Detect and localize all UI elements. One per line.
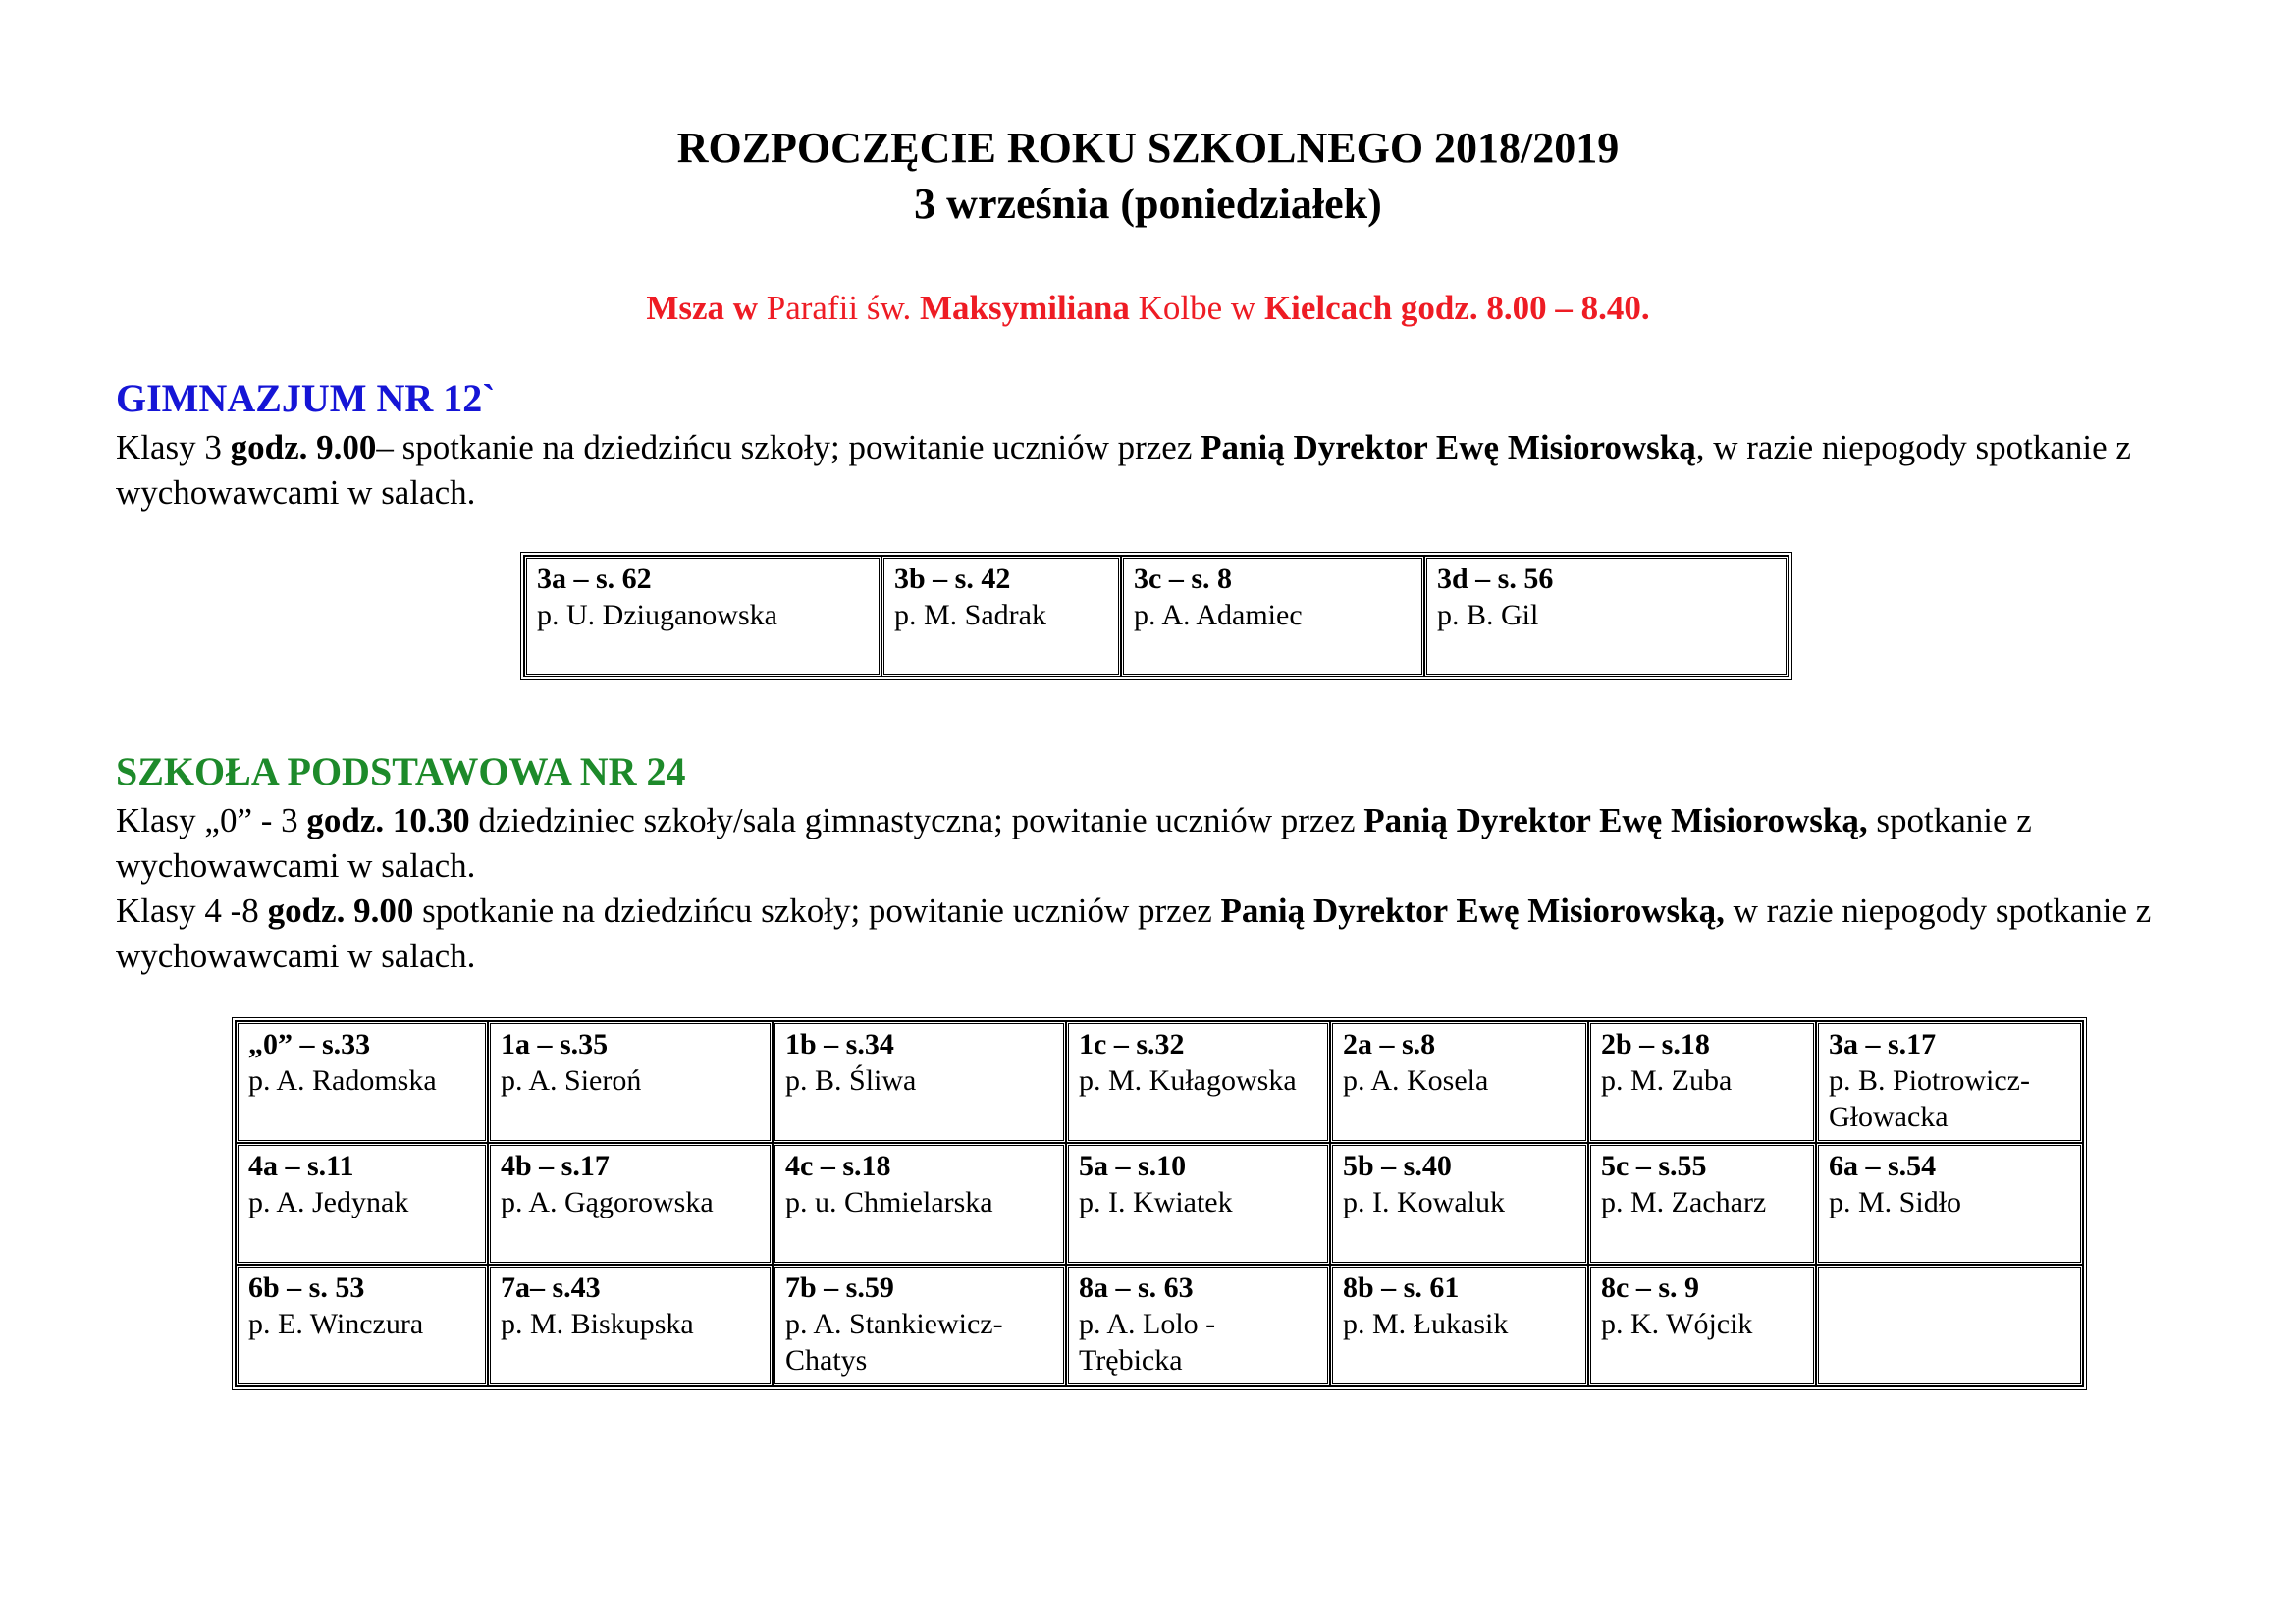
class-teacher: p. A. Lolo - Trębicka [1079, 1308, 1216, 1377]
class-teacher: p. A. Stankiewicz-Chatys [785, 1308, 1003, 1377]
class-cell [773, 1021, 1066, 1143]
class-room: 3c – s. 8 [1134, 563, 1232, 595]
class-cell [1816, 1021, 2083, 1143]
class-cell [1588, 1143, 1816, 1265]
class-teacher: p. I. Kwiatek [1079, 1186, 1233, 1218]
class-cell [1424, 556, 1789, 677]
class-teacher: p. M. Łukasik [1343, 1308, 1509, 1340]
class-room: 6b – s. 53 [248, 1272, 365, 1304]
sp1-text-5: spotkanie z wychowawcami w salach. [116, 801, 2032, 885]
class-room: 4b – s.17 [501, 1150, 610, 1182]
mass-text-1: Msza w [646, 289, 759, 327]
class-teacher: p. u. Chmielarska [785, 1186, 993, 1218]
table-row [524, 556, 1789, 677]
sp1-text-2: godz. 10.30 [306, 801, 470, 839]
table-row [236, 1143, 2083, 1265]
class-teacher: p. A. Adamiec [1134, 599, 1303, 631]
sp2-text-2: godz. 9.00 [267, 892, 414, 930]
class-room: 4c – s.18 [785, 1150, 891, 1182]
class-teacher: p. A. Jedynak [248, 1186, 409, 1218]
gim-text-4: Panią Dyrektor Ewę Misiorowską [1201, 428, 1696, 466]
class-teacher: p. B. Gil [1437, 599, 1539, 631]
gim-text-2: godz. 9.00 [230, 428, 377, 466]
class-teacher: p. M. Zacharz [1601, 1186, 1767, 1218]
mass-text-2: Parafii św. [758, 289, 920, 327]
gim-text-5: , w razie niepogody spotkanie z wychowawcami w salach. [116, 428, 2131, 512]
class-cell [524, 556, 881, 677]
class-room: 1b – s.34 [785, 1028, 894, 1060]
class-cell [236, 1021, 488, 1143]
class-teacher: p. M. Sidło [1829, 1186, 1962, 1218]
document-title: ROZPOCZĘCIE ROKU SZKOLNEGO 2018/2019 [676, 124, 1620, 172]
class-room: 1c – s.32 [1079, 1028, 1185, 1060]
szkola-description-2 [116, 889, 2226, 979]
class-teacher: p. A. Sieroń [501, 1064, 642, 1097]
gimnazjum-classes-table [520, 552, 1792, 680]
class-room: 3a – s.17 [1829, 1028, 1937, 1060]
class-room: 5a – s.10 [1079, 1150, 1187, 1182]
class-room: 3d – s. 56 [1437, 563, 1554, 595]
class-teacher: p. M. Sadrak [894, 599, 1046, 631]
class-room: 5c – s.55 [1601, 1150, 1707, 1182]
class-room: 2b – s.18 [1601, 1028, 1710, 1060]
class-room: 4a – s.11 [248, 1150, 354, 1182]
class-cell [488, 1021, 773, 1143]
sp2-text-4: Panią Dyrektor Ewę Misiorowską, [1220, 892, 1725, 930]
szkola-description-1 [116, 798, 2226, 889]
class-teacher: p. I. Kowaluk [1343, 1186, 1505, 1218]
class-cell [773, 1143, 1066, 1265]
class-cell [1588, 1021, 1816, 1143]
class-cell [1330, 1265, 1588, 1386]
class-room: „0” – s.33 [248, 1028, 371, 1060]
class-room: 8b – s. 61 [1343, 1272, 1460, 1304]
class-room: 3b – s. 42 [894, 563, 1011, 595]
document-date: 3 września (poniedziałek) [914, 180, 1382, 228]
mass-text-5: Kielcach godz. 8.00 – 8.40. [1263, 289, 1650, 327]
class-room: 6a – s.54 [1829, 1150, 1937, 1182]
gim-text-1: Klasy 3 [116, 428, 231, 466]
empty-cell [1816, 1265, 2083, 1386]
table-row [236, 1021, 2083, 1143]
class-cell [1330, 1021, 1588, 1143]
class-cell [488, 1265, 773, 1386]
class-room: 5b – s.40 [1343, 1150, 1452, 1182]
class-teacher: p. M. Zuba [1601, 1064, 1733, 1097]
class-cell [1588, 1265, 1816, 1386]
class-room: 7b – s.59 [785, 1272, 894, 1304]
class-cell [1330, 1143, 1588, 1265]
class-cell [236, 1265, 488, 1386]
class-teacher: p. A. Gągorowska [501, 1186, 714, 1218]
class-room: 1a – s.35 [501, 1028, 609, 1060]
class-teacher: p. M. Biskupska [501, 1308, 694, 1340]
gimnazjum-heading: GIMNAZJUM NR 12` [116, 376, 496, 420]
class-teacher: p. M. Kułagowska [1079, 1064, 1297, 1097]
table-row [236, 1265, 2083, 1386]
sp2-text-3: spotkanie na dziedzińcu szkoły; powitanie uczniów przez [413, 892, 1221, 930]
class-teacher: p. E. Winczura [248, 1308, 424, 1340]
sp1-text-1: Klasy „0” - 3 [116, 801, 307, 839]
class-room: 8c – s. 9 [1601, 1272, 1699, 1304]
class-cell [1066, 1143, 1330, 1265]
gim-text-3: – spotkanie na dziedzińcu szkoły; powitanie uczniów przez [376, 428, 1201, 466]
class-room: 7a– s.43 [501, 1272, 601, 1304]
class-cell [1816, 1143, 2083, 1265]
sp1-text-4: Panią Dyrektor Ewę Misiorowską, [1363, 801, 1868, 839]
class-room: 8a – s. 63 [1079, 1272, 1194, 1304]
class-cell [1121, 556, 1424, 677]
class-teacher: p. B. Piotrowicz-Głowacka [1829, 1064, 2030, 1133]
class-room: 3a – s. 62 [537, 563, 652, 595]
class-cell [488, 1143, 773, 1265]
mass-text-3: Maksymiliana [919, 289, 1130, 327]
mass-info [0, 288, 2296, 329]
class-cell [881, 556, 1121, 677]
class-teacher: p. U. Dziuganowska [537, 599, 777, 631]
sp2-text-1: Klasy 4 -8 [116, 892, 268, 930]
class-cell [1066, 1021, 1330, 1143]
class-cell [236, 1143, 488, 1265]
szkola-heading: SZKOŁA PODSTAWOWA NR 24 [116, 749, 686, 793]
szkola-classes-table [232, 1017, 2087, 1390]
class-cell [773, 1265, 1066, 1386]
class-cell [1066, 1265, 1330, 1386]
gimnazjum-description [116, 425, 2226, 515]
class-teacher: p. A. Radomska [248, 1064, 437, 1097]
mass-text-4: Kolbe w [1129, 289, 1264, 327]
class-teacher: p. A. Kosela [1343, 1064, 1489, 1097]
sp2-text-5: w razie niepogody spotkanie z wychowawcami w salach. [116, 892, 2152, 975]
sp1-text-3: dziedziniec szkoły/sala gimnastyczna; powitanie uczniów przez [469, 801, 1364, 839]
class-teacher: p. B. Śliwa [785, 1064, 917, 1097]
class-teacher: p. K. Wójcik [1601, 1308, 1753, 1340]
class-room: 2a – s.8 [1343, 1028, 1436, 1060]
